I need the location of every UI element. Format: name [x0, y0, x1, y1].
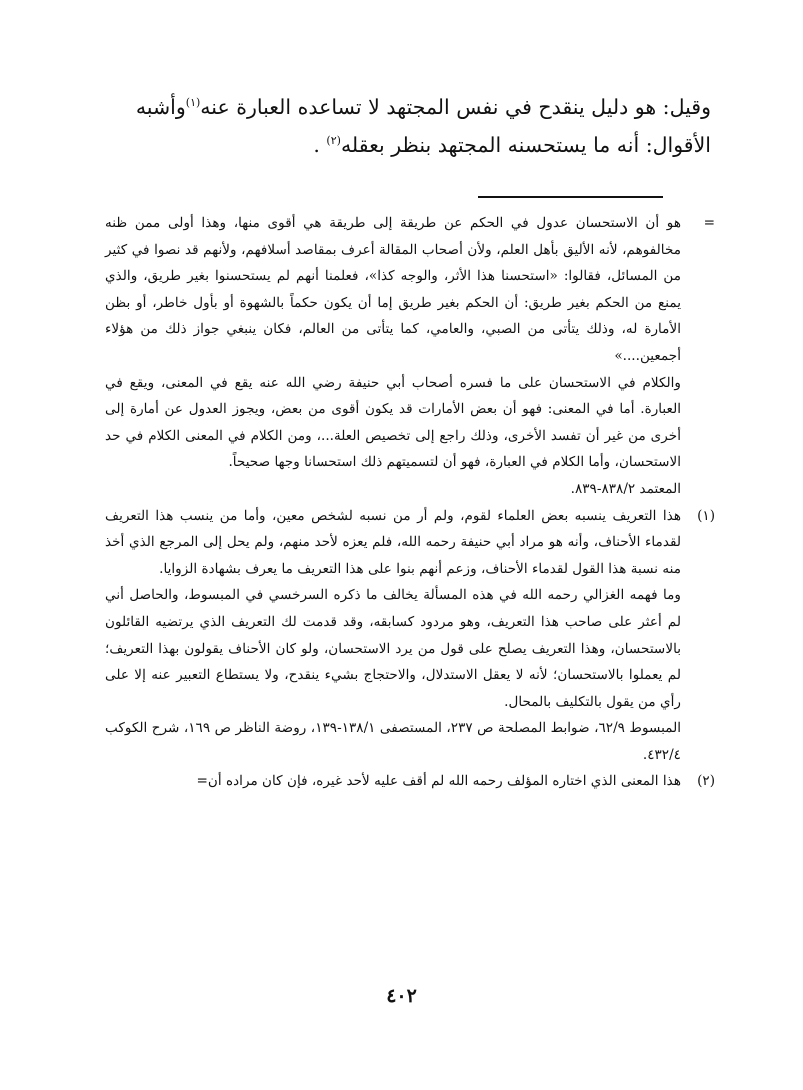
footnote-ref-1: (١) — [185, 96, 201, 110]
footnotes — [105, 210, 715, 795]
footnote-2 — [105, 768, 715, 795]
footnote-ref-2: (٢) — [326, 134, 341, 148]
continuation-paragraph-2: والكلام في الاستحسان على ما فسره أصحاب أبي حنيفة رضي الله عنه يقع في المعنى، ويقع في العبارة. أما في المعنى: فهو أن بعض الأمارات قد يكون أقوى من بعض، ويجوز العدول عن أمارة إلى أخرى من غير أن تفسد الأخرى، وذلك راجع إلى تخصيص العلة...، ومن الكلام في المعنى الكلام في حد الاستحسان، وأما الكلام في العبارة، فهو أن لتسميتهم ذلك استحسانا وجها صحيحاً. — [105, 374, 681, 471]
main-text — [111, 88, 711, 164]
footnote-1 — [105, 503, 715, 769]
main-text-line-1-body: وقيل: هو دليل ينقدح في نفس المجتهد لا تساعده العبارة عنه — [200, 95, 711, 119]
footnote-1-paragraph-1: هذا التعريف ينسبه بعض العلماء لقوم، ولم أر من نسبه لشخص معين، وأما من ينسب هذا التعريف لقدماء الأحناف، وأنه هو مراد أبي حنيفة رحمه الله، فلم يعزه لأحد منهم، ولم يحل إلى المرجع الذي أخذ منه نسبة هذا القول لقدماء الأحناف، وزعم أنهم بنوا على هذا التعريف ما يعرف بشهادة الزوايا. — [105, 507, 681, 577]
main-text-line-2-end: . — [313, 133, 327, 157]
footnote-continuation — [105, 210, 715, 503]
footnote-1-paragraph-2: وما فهمه الغزالي رحمه الله في هذه المسألة يخالف ما ذكره السرخسي في المبسوط، والحاصل أني لم أعثر على صاحب هذا التعريف، وهو مردود كسابقه، وقد قدمت لك التعريف الذي يرتضيه القائلون بالاستحسان، وهذا التعريف يصلح على قول من يرد الاستحسان، ولو كان الأحناف يقولون بهذا التعريف؛ لم يعملوا بالاستحسان؛ لأنه لا يعقل الاستدلال، والاحتجاج بشيء ينقدح، ولا يستطاع التعبير عنه إلا على رأي من يقول بالتكليف بالمحال. — [105, 587, 681, 710]
main-text-line-2-body: الأقوال: أنه ما يستحسنه المجتهد بنظر بعقله — [340, 133, 711, 157]
footnote-separator — [478, 196, 663, 198]
main-text-line-1-end: وأشبه — [135, 95, 186, 119]
footnote-2-text: هذا المعنى الذي اختاره المؤلف رحمه الله لم أقف عليه لأحد غيره، فإن كان مراده أن= — [196, 773, 681, 790]
continuation-paragraph-1: هو أن الاستحسان عدول في الحكم عن طريقة إلى طريقة هي أقوى منها، وهذا أولى ممن ظنه مخالفوهم، لأنه الأليق بأهل العلم، ولأن أصحاب المقالة أعرف بمقاصد أسلافهم، ولأنهم قد نصوا في كثير من المسائل، فقالوا: «استحسنا هذا الأثر، والوجه كذا»، فعلمنا أنهم لم يستحسنوا بغير طريق، والذي يمنع من الحكم بغير طريق: أن الحكم بغير طريق إما أن يكون حكماً بالشهوة أو بأول خاطر، أو بظن الأمارة له، وذلك يتأتى من الصبي، والعامي، كما يتأتى من العالم، فكان ينبغي جواز ذلك من هؤلاء أجمعين....» — [105, 215, 681, 364]
page-number: ٤٠٢ — [386, 985, 417, 1007]
footnote-1-marker: (١) — [697, 507, 715, 524]
continuation-marker: = — [703, 215, 715, 231]
main-text-line-1 — [111, 88, 711, 126]
footnote-2-marker: (٢) — [697, 773, 715, 790]
footnote-1-source: المبسوط ٦٢/٩، ضوابط المصلحة ص ٢٣٧، المستصفى ١٣٨/١-١٣٩، روضة الناظر ص ١٦٩، شرح الكوكب ٤٣٢/٤. — [105, 720, 682, 763]
main-text-line-2 — [111, 126, 711, 164]
continuation-source: المعتمد ٨٣٨/٢-٨٣٩. — [570, 480, 681, 497]
